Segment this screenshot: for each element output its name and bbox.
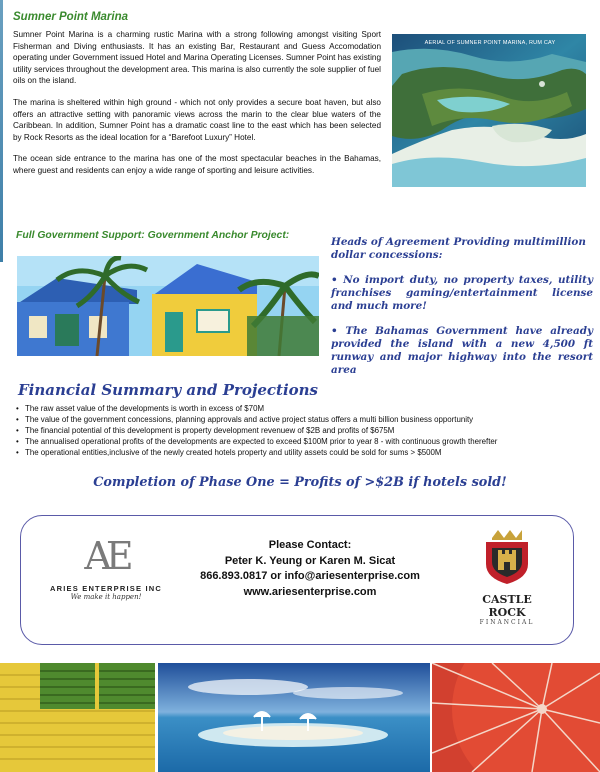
aries-company-name: ARIES ENTERPRISE INC (50, 584, 162, 593)
castle-rock-name: CASTLE ROCK (482, 593, 532, 619)
marina-description (13, 29, 381, 187)
aerial-marina-photo (392, 34, 586, 187)
castle-rock-logo (462, 528, 552, 628)
siding-shutter-photo (0, 663, 155, 772)
financial-bullet-list (16, 403, 596, 458)
marina-paragraph: The marina is sheltered within high ground - which not only provides a secure boat haven, but also offers an attractive setting with panoramic views across the marin to the clear blue waters of the Caribbean. In addition, Sumner Point has a dramatic coast line to the east which has been selected by Rock Resorts as the ideal location for a “Barefoot Luxury” Hotel. (13, 97, 381, 142)
aries-tagline: We make it happen! (70, 593, 142, 601)
contact-phone-email: 866.893.0817 or info@ariesenterprise.com (200, 570, 420, 582)
aerial-photo-caption: AERIAL OF SUMNER POINT MARINA, RUM CAY (424, 40, 556, 46)
bottom-photo-strip (0, 663, 600, 772)
government-title: Full Government Support: Government Anchor Project: (16, 230, 290, 241)
side-accent-strip (0, 0, 3, 262)
contact-names: Peter K. Yeung or Karen M. Sicat (224, 554, 396, 567)
contact-info (160, 538, 460, 600)
colorful-houses-photo (17, 256, 319, 356)
hoa-heading: Heads of Agreement Providing multimillion dollar concessions: (331, 236, 586, 261)
financial-bullet: • The annualised operational profits of the developments are expected to exceed $100M prior to year 8 - with continuous growth therefter (16, 436, 596, 447)
ocean-sandbar-photo (158, 663, 430, 772)
financial-title: Financial Summary and Projections (18, 381, 318, 399)
aries-enterprise-logo (36, 536, 176, 606)
contact-website: www.ariesenterprise.com (243, 585, 377, 598)
financial-bullet: • The value of the government concessions, planning approvals and active project status offers a multi billion business opportunity (16, 414, 596, 425)
financial-bullet: • The financial potential of this development is property development revenuew of $2B and profits of $675M (16, 425, 596, 436)
financial-bullet: • The raw asset value of the developments is worth in excess of $70M (16, 403, 596, 414)
houses-illustration (17, 256, 319, 356)
castle-crest-icon (462, 528, 552, 586)
marina-paragraph: The ocean side entrance to the marina has one of the most spectacular beaches in the Bahamas, where guest and residents can enjoy a wide range of sporting and leisure activities. (13, 154, 381, 175)
castle-rock-sub: FINANCIAL (479, 619, 535, 626)
contact-heading: Please Contact: (268, 539, 352, 551)
hoa-point: • No import duty, no property taxes, utility franchises gaming/entertainment license and much more! (331, 274, 593, 312)
hoa-block (331, 236, 593, 377)
aries-monogram: AE (84, 534, 128, 578)
aerial-marina-illustration (392, 34, 586, 187)
completion-statement: Completion of Phase One = Profits of >$2B if hotels sold! (93, 475, 507, 490)
marina-paragraph: Sumner Point Marina is a charming rustic Marina with a strong following amongst visiting Sport Fisherman and Diving enthusiasts. It has an existing Bar, Restaurant and Guess Accomodation operating under Government issued Hotel and Marina Operating Licenses. Sumner Point has existing utility services throughout the development area. This marina is also currently the sole supplier of fuel oils on the island. (13, 30, 381, 86)
hoa-point: • The Bahamas Government have already provided the island with a new 4,500 ft runway and major highway into the resort area (331, 325, 593, 376)
marina-title: Sumner Point Marina (13, 11, 129, 23)
financial-bullet: • The operational entities,inclusive of the newly created hotels property and utility assets could be sold for sums > $500M (16, 447, 596, 458)
red-parasol-photo (432, 663, 600, 772)
